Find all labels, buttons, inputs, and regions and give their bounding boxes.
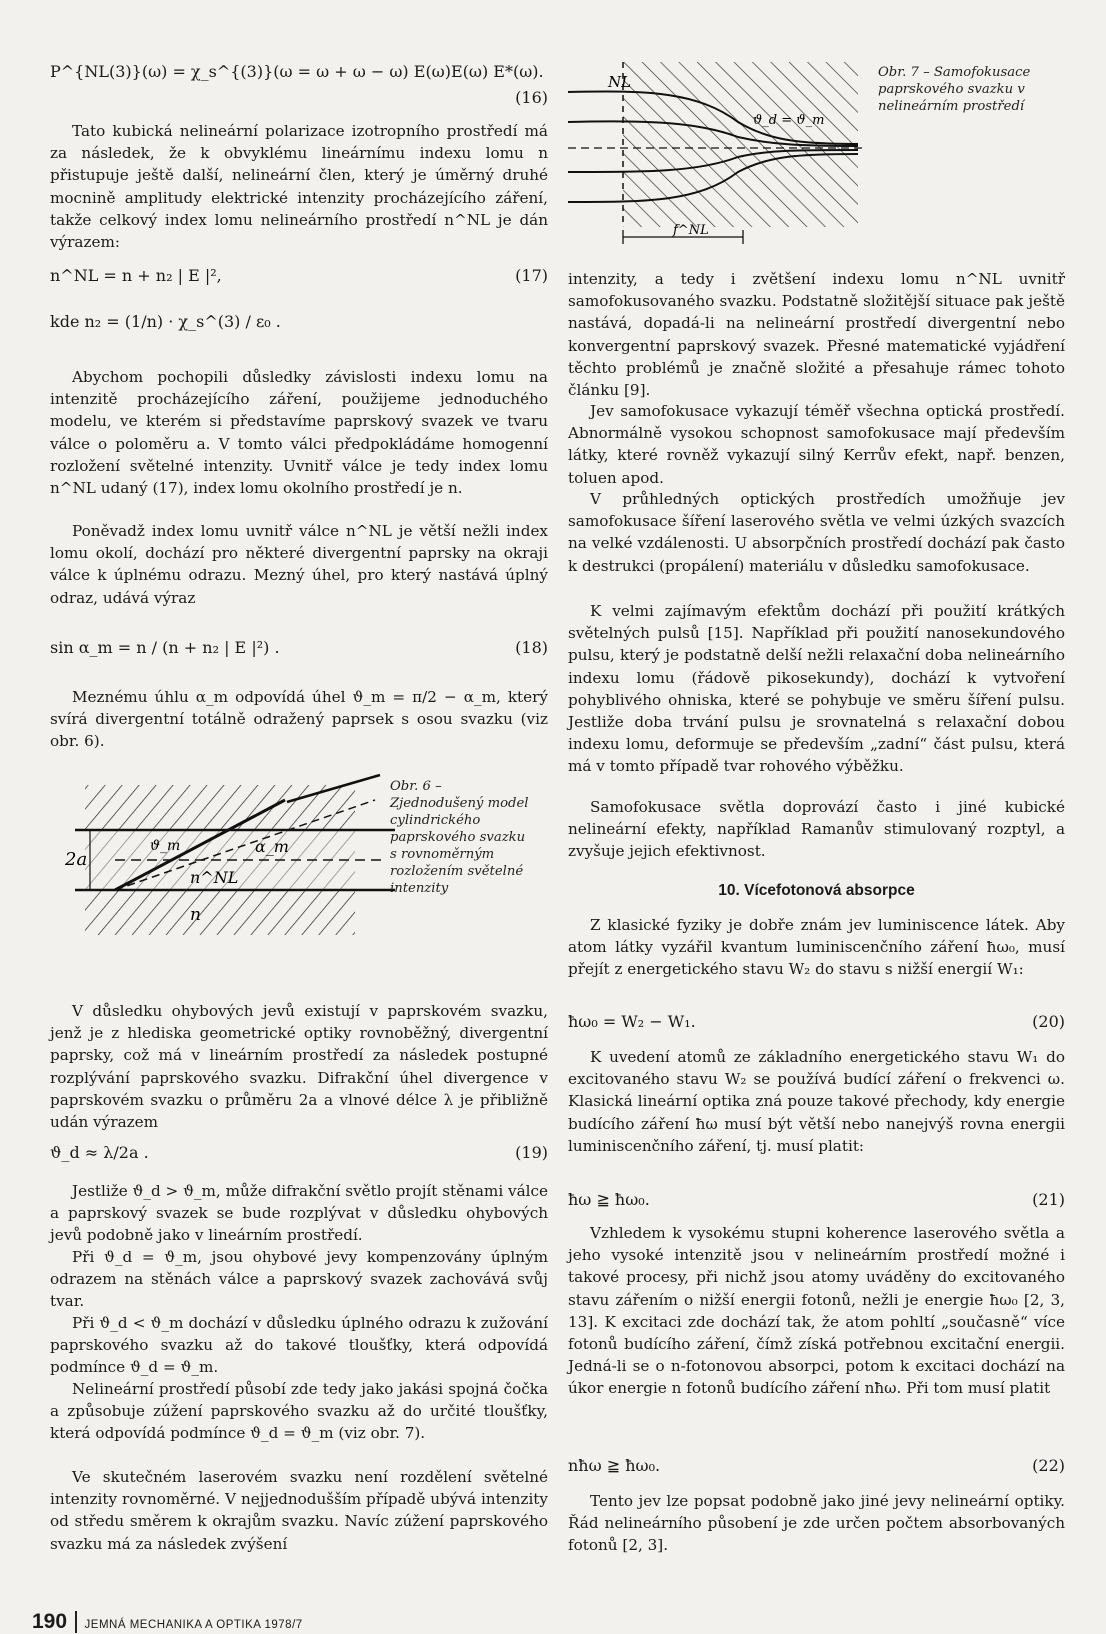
paragraph: Samofokusace světla doprovází často i jiné kubické nelineární efekty, například Ramanův stimulovaný rozptyl, a zvyšuje jejich efektivnost. [568,798,1065,861]
paragraph: Poněvadž index lomu uvnitř válce n^NL je větší nežli index lomu okolí, dochází pro některé divergentní paprsky na okraji válce k úplnému odrazu. Mezný úhel, pro který nastává úplný odraz, udává výraz [50,522,548,607]
label-n: n [190,905,201,925]
label-nnl: n^NL [190,868,239,887]
section-heading: 10. Vícefotonová absorpce [718,882,915,899]
equation-number: (19) [515,1143,548,1162]
paragraph: V důsledku ohybových jevů existují v paprskovém svazku, jenž je z hlediska geometrické optiky rovnoběžný, divergentní paprsky, což má v lineárním prostředí za následek postupné rozplývání paprskového svazku. Difrakční úhel divergence v paprskovém svazku o průměru 2a a vlnové délce λ je přibližně udán výrazem [50,1002,548,1132]
paragraph: Vzhledem k vysokému stupni koherence laserového světla a jeho vysoké intenzitě jsou v nelineárním prostředí možné i takové procesy, při nichž jsou atomy uváděny do excitovaného stavu zářením o nižší energii fotonů, nežli je energie ħω₀ [2, 3, 13]. K excitaci zde dochází tak, že atom pohltí „současně“ více fotonů budícího záření, čímž získá potřebnou excitační energii. Jedná-li se o n-fotonovou absorpci, potom k excitaci dochází na úkor energie n fotonů budícího záření nħω. Při tom musí platit [568,1224,1065,1398]
paragraph: Jestliže ϑ_d > ϑ_m, může difrakční světlo projít stěnami válce a paprskový svazek se bude rozplývat v důsledku ohybových jevů podobně jako v lineárním prostředí. [50,1182,548,1245]
page-number: 190 [32,1610,68,1633]
paragraph: K uvedení atomů ze základního energetického stavu W₁ do excitovaného stavu W₂ se používá budící záření o frekvenci ω. Klasická lineární optika zná pouze takové přechody, kdy energie budícího záření ħω musí být větší nebo nanejvýš rovna energii luminiscenčního záření, tj. musí platit: [568,1048,1065,1155]
paragraph: Nelineární prostředí působí zde tedy jako jakási spojná čočka a způsobuje zúžení paprskového svazku až do určité tloušťky, která odpovídá podmínce ϑ_d = ϑ_m (viz obr. 7). [50,1380,548,1443]
equation-number: (18) [515,638,548,657]
paragraph: Při ϑ_d = ϑ_m, jsou ohybové jevy kompenzovány úplným odrazem na stěnách válce a paprskový svazek zachovává svůj tvar. [50,1248,548,1311]
footer-separator [75,1611,77,1633]
kde-definition: kde n₂ = (1/n) · χ_s^(3) / ε₀ . [50,312,281,331]
label-2a: 2a [65,849,88,870]
label-alpha-m: α_m [255,837,289,856]
journal-title: JEMNÁ MECHANIKA A OPTIKA 1978/7 [84,1619,303,1631]
equation-18: sin α_m = n / (n + n₂ | E |²) . (18) [50,638,548,657]
equation-21: ħω ≧ ħω₀. (21) [568,1190,1065,1209]
equation-22: nħω ≧ ħω₀. (22) [568,1456,1065,1475]
paragraph: Abychom pochopili důsledky závislosti indexu lomu na intenzitě procházejícího záření, použijeme jednoduchého modelu, ve kterém si představíme paprskový svazek ve tvaru válce o poloměru a. V tomto válci předpokládáme homogenní rozložení světelné intenzity. Uvnitř válce je tedy index lomu n^NL udaný (17), index lomu okolního prostředí je n. [50,368,548,498]
equation-19: ϑ_d ≈ λ/2a . (19) [50,1143,548,1162]
figure-7-caption: Obr. 7 – Samofokusace paprskového svazku v nelineárním prostředí [878,65,1031,114]
equation-number: (17) [515,266,548,285]
equation-17: n^NL = n + n₂ | E |², (17) [50,266,548,285]
label-theta-d: ϑ_d = ϑ_m [753,113,825,128]
label-theta-m: ϑ_m [150,838,181,854]
equation-number: (20) [1032,1012,1065,1031]
paragraph: K velmi zajímavým efektům dochází při použití krátkých světelných pulsů [15]. Například při použití nanosekundového pulsu, který je podstatně delší nežli relaxační doba nelineárního indexu lomu (řádově pikosekundy), dochází k vytvoření pohyblivého ohniska, které se pohybuje ve směru šíření pulsu. Jestliže doba trvání pulsu je srovnatelná s relaxační dobou indexu lomu, deformuje se především „zadní“ část pulsu, která má v tomto případě tvar rohového výběžku. [568,602,1065,776]
paragraph: V průhledných optických prostředích umožňuje jev samofokusace šíření laserového světla ve velmi úzkých svazcích na velké vzdálenosti. U absorpčních prostředí dochází pak často k destrukci (propálení) materiálu v důsledku samofokusace. [568,490,1065,575]
paragraph: Jev samofokusace vykazují téměř všechna optická prostředí. Abnormálně vysokou schopnost samofokusace mají především látky, které rovněž vykazují silný Kerrův efekt, např. benzen, toluen apod. [568,402,1065,487]
paragraph: Ve skutečném laserovém svazku není rozdělení světelné intenzity rovnoměrné. V nejjednodušším případě ubývá intenzity od středu směrem k okrajům svazku. Navíc zúžení paprskového svazku má za následek zvýšení [50,1468,548,1553]
figure-7-diagram [568,62,868,252]
equation-16: P^{NL(3)}(ω) = χ_s^{(3)}(ω = ω + ω − ω) E(ω)E(ω) E*(ω). (16) [50,62,548,107]
paragraph: Meznému úhlu α_m odpovídá úhel ϑ_m = π/2 − α_m, který svírá divergentní totálně odražený paprsek s osou svazku (viz obr. 6). [50,688,548,751]
paragraph: Tento jev lze popsat podobně jako jiné jevy nelineární optiky. Řád nelineárního působení je zde určen počtem absorbovaných fotonů [2, 3]. [568,1492,1065,1555]
page-footer [32,1610,303,1634]
figure-6-diagram [65,780,410,975]
equation-number: (16) [515,88,548,107]
equation-number: (21) [1032,1190,1065,1209]
paragraph: Při ϑ_d < ϑ_m dochází v důsledku úplného odrazu k zužování paprskového svazku až do takové tloušťky, která odpovídá podmínce ϑ_d = ϑ_m. [50,1314,548,1377]
paragraph: intenzity, a tedy i zvětšení indexu lomu n^NL uvnitř samofokusovaného svazku. Podstatně složitější situace pak ještě nastává, dopadá-li na nelineární prostředí divergentní nebo konvergentní paprskový svazek. Přesné matematické vyjádření těchto problémů je značně složité a přesahuje rámec tohoto článku [9]. [568,270,1065,400]
equation-number: (22) [1032,1456,1065,1475]
figure-6-caption: Obr. 6 – Zjednodušený model cylindrického paprskového svazku s rovnoměrným rozložením světelné intenzity [390,779,529,896]
equation-20: ħω₀ = W₂ − W₁. (20) [568,1012,1065,1031]
label-fnl: f^NL [673,223,709,238]
paragraph: Z klasické fyziky je dobře znám jev luminiscence látek. Aby atom látky vyzářil kvantum luminiscenčního záření ħω₀, musí přejít z energetického stavu W₂ do stavu s nižší energií W₁: [568,916,1065,979]
label-nl: NL [608,73,632,91]
paragraph: Tato kubická nelineární polarizace izotropního prostředí má za následek, že k obvyklému lineárnímu indexu lomu n přistupuje ještě další, nelineární člen, který je úměrný druhé mocnině amplitudy elektrické intenzity procházejícího záření, takže celkový index lomu nelineárního prostředí n^NL je dán výrazem: [50,122,548,252]
